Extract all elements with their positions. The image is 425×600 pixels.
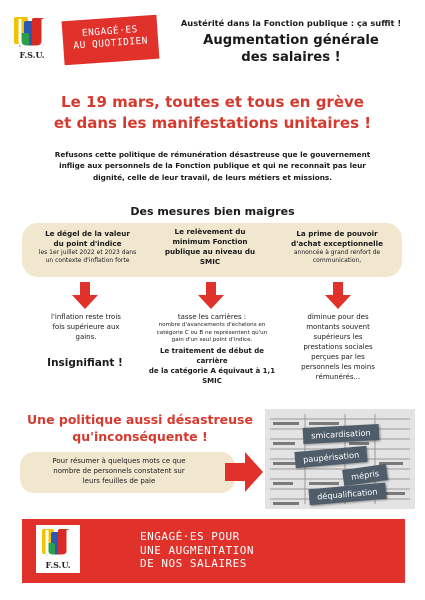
arrow-down-icon — [196, 282, 226, 310]
result-2-small-line-1: nombre d'avancements d'échelons en — [158, 322, 266, 328]
measure-1-sub-line-2: un contexte d'inflation forte — [45, 257, 130, 264]
measure-column-1 — [30, 229, 145, 265]
intro-line-1: Refusons cette politique de rémunération désastreuse que le gouvernement — [54, 150, 371, 159]
mesures-title: Des mesures bien maigres — [130, 205, 295, 218]
politique-line-1: Une politique aussi désastreuse — [27, 412, 253, 427]
measure-3-sub-line-1: annoncée à grand renfort de — [293, 249, 381, 256]
intro-line-2: inflige aux personnels de la Fonction publique et qui ne reconnaît pas leur — [59, 161, 366, 171]
header-title-line-1: Augmentation générale — [203, 33, 379, 48]
tag-dequalification: déqualification — [308, 483, 386, 506]
header-title — [165, 32, 417, 66]
measure-column-2 — [150, 227, 270, 267]
measure-2-title-line-1: Le relèvement du — [174, 227, 246, 236]
resume-line-1: Pour résumer à quelques mots ce que — [52, 457, 186, 465]
result-3-line-1: diminue pour des — [307, 313, 369, 321]
stamp-line-2: AU QUOTIDIEN — [73, 35, 149, 52]
arrow-right-icon — [225, 450, 265, 496]
measure-3-title-line-1: La prime de pouvoir — [296, 229, 378, 238]
measure-2-title-line-4: SMIC — [199, 257, 221, 266]
footer-line-2: UNE AUGMENTATION — [140, 543, 254, 557]
footer-line-3: DE NOS SALAIRES — [140, 557, 247, 570]
payslip-collage — [265, 409, 415, 509]
tag-pauperisation: paupérisation — [294, 446, 367, 468]
result-1-line-3: gains. — [75, 333, 97, 341]
tag-smicardisation: smicardisation — [303, 424, 379, 444]
resume-line-3: leurs feuilles de paie — [82, 477, 156, 485]
header-title-line-2: des salaires ! — [241, 50, 341, 65]
measure-3-result — [288, 312, 388, 382]
result-2-small-line-3: gain d'un seul point d'indice. — [171, 337, 253, 344]
fsu-logo — [36, 525, 80, 573]
measure-column-3 — [278, 229, 396, 265]
result-2-small-line-2: catégorie C ou B ne représentent qu'un — [156, 329, 268, 336]
strike-headline — [10, 92, 415, 134]
resume-line-2: nombre de personnels constatent sur — [53, 467, 185, 475]
measure-2-title-line-3: publique au niveau du — [164, 247, 256, 256]
engagees-stamp — [62, 15, 160, 66]
result-3-line-7: rémunérés... — [315, 373, 361, 381]
footer-line-1: ENGAGÉ·ES POUR — [140, 530, 240, 543]
arrow-down-icon — [70, 282, 100, 310]
result-2-bold-line-1: Le traitement de début de carrière — [160, 346, 264, 365]
header-kicker: Austérité dans la Fonction publique : ça suffit ! — [180, 18, 402, 28]
measure-1-title-line-2: du point d'indice — [53, 239, 122, 248]
footer-slogan — [140, 530, 360, 571]
measure-3-sub-line-2: communication, — [312, 257, 362, 264]
headline-line-1: Le 19 mars, toutes et tous en grève — [61, 93, 364, 111]
result-3-line-4: prestations sociales — [303, 343, 373, 351]
measure-1-title-line-1: Le dégel de la valeur — [45, 229, 130, 238]
result-3-line-6: personnels les moins — [301, 363, 375, 371]
footer-logo-text: F.S.U. — [45, 560, 71, 570]
measure-3-title-line-2: d'achat exceptionnelle — [291, 239, 383, 248]
result-1-line-1: l'inflation reste trois — [51, 313, 121, 321]
result-2-bold-line-2: de la catégorie A équivaut à 1,1 — [148, 366, 276, 375]
headline-line-2: et dans les manifestations unitaires ! — [53, 114, 372, 132]
measure-1-result — [30, 312, 142, 342]
result-3-line-2: montants souvent — [306, 323, 370, 331]
result-3-line-3: supérieurs les — [313, 333, 363, 341]
fsu-logo — [10, 15, 55, 61]
politique-line-2: qu'inconséquente ! — [72, 429, 208, 444]
politique-heading — [20, 411, 260, 445]
result-2-bold-line-3: SMIC — [202, 376, 222, 385]
insignifiant-label: Insignifiant ! — [47, 357, 123, 369]
tag-mepris: mépris — [342, 464, 388, 486]
measure-2-result — [148, 312, 276, 386]
stamp-line-1: ENGAGÉ·ES — [81, 24, 139, 39]
measure-1-sub-line-1: les 1er juillet 2022 et 2023 dans — [38, 249, 137, 256]
fsu-logo-text: F.S.U. — [19, 50, 45, 60]
resume-text — [30, 456, 208, 486]
result-3-line-5: perçues par les — [311, 353, 365, 361]
result-1-line-2: fois supérieure aux — [52, 323, 120, 331]
result-2-line-1: tasse les carrières : — [177, 313, 247, 321]
intro-paragraph — [25, 149, 400, 183]
measure-2-title-line-2: minimum Fonction — [172, 237, 248, 246]
intro-line-3: dignité, celle de leur travail, de leurs métiers et missions. — [92, 172, 333, 182]
arrow-down-icon — [323, 282, 353, 310]
